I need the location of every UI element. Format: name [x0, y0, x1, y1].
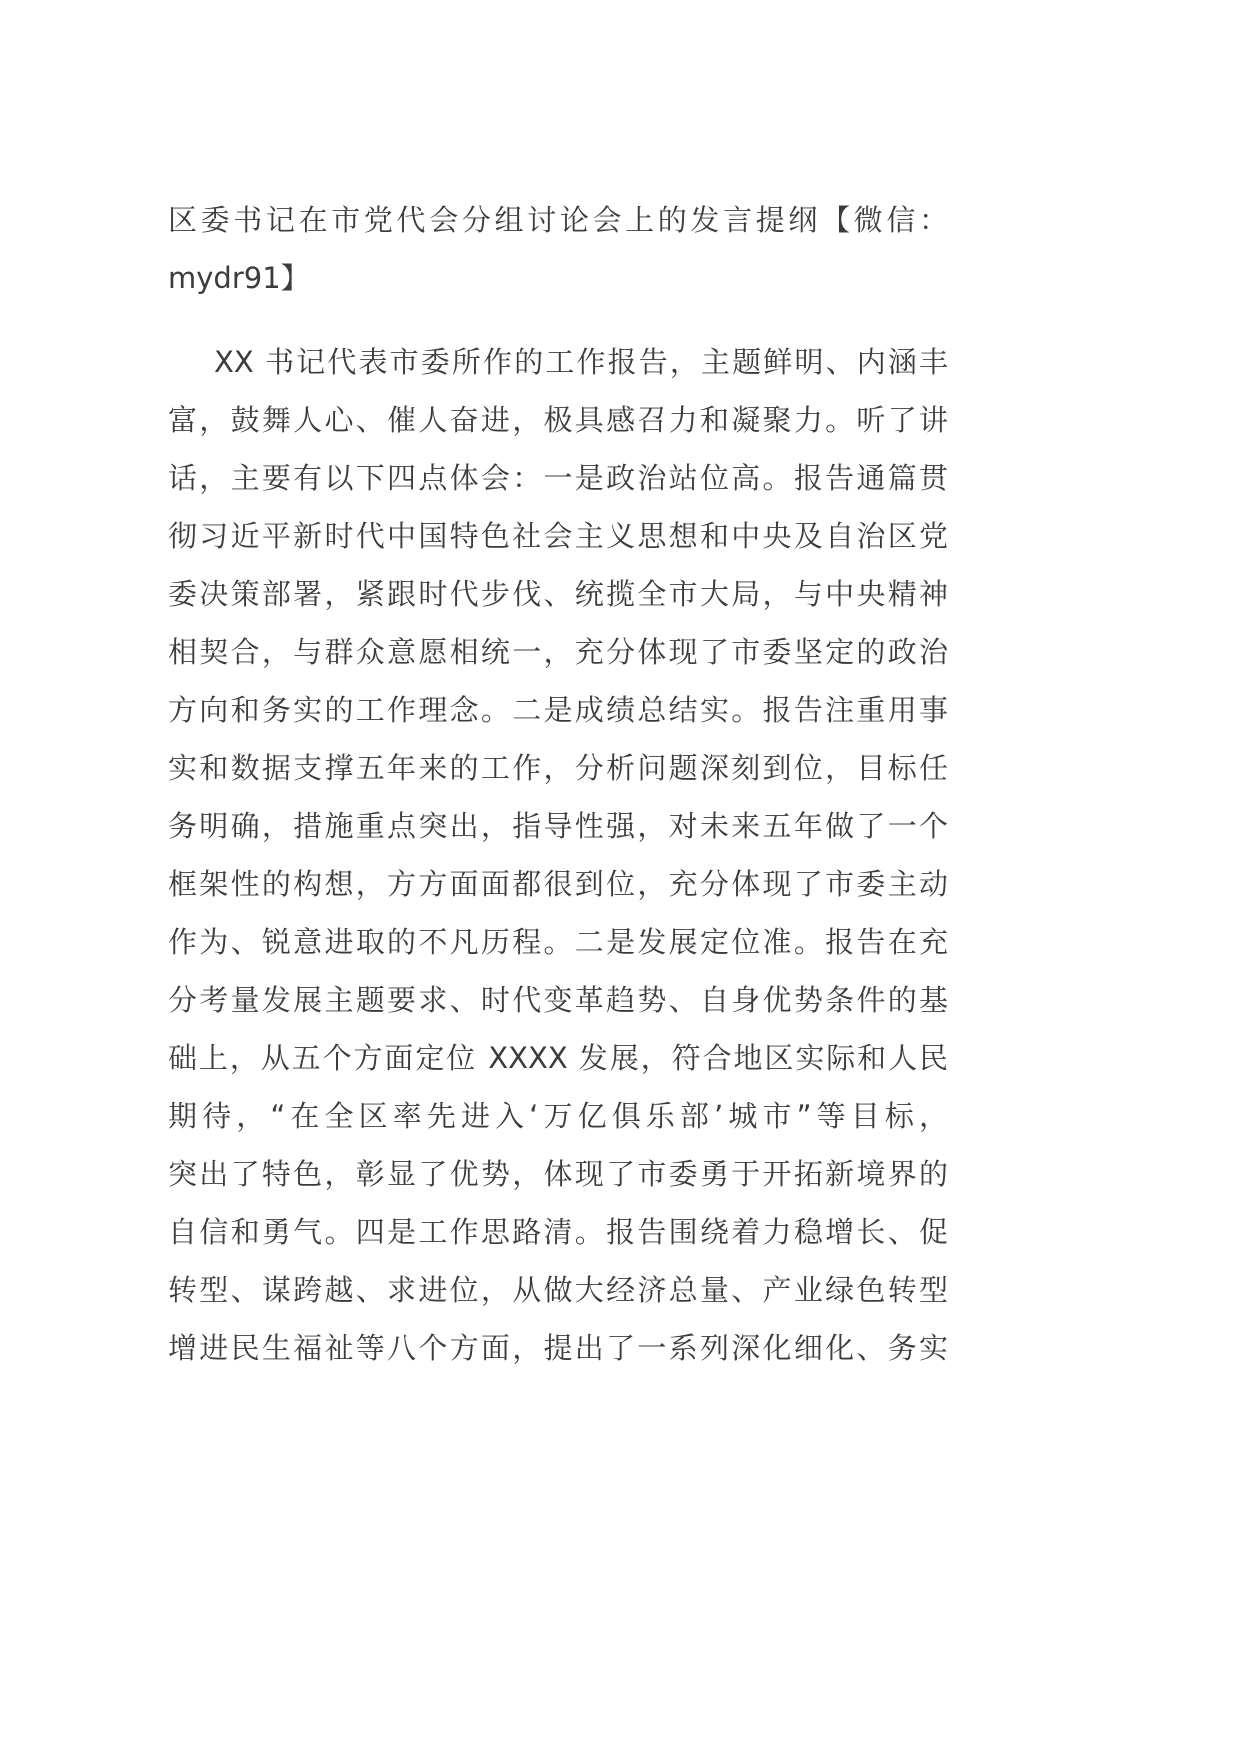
- body-line-8: 实和数据支撑五年来的工作，分析问题深刻到位，目标任: [168, 751, 948, 785]
- body-line-15: 突出了特色，彰显了优势，体现了市委勇于开拓新境界的: [168, 1157, 948, 1191]
- title-line-1: 区委书记在市党代会分组讨论会上的发言提纲【微信：: [168, 203, 948, 237]
- body-line-13: 础上，从五个方面定位 XXXX 发展，符合地区实际和人民: [168, 1041, 948, 1075]
- body-line-9: 务明确，措施重点突出，指导性强，对未来五年做了一个: [168, 809, 948, 843]
- body-line-2: 富，鼓舞人心、催人奋进，极具感召力和凝聚力。听了讲: [168, 403, 948, 437]
- body-line-5: 委决策部署，紧跟时代步伐、统揽全市大局，与中央精神: [168, 577, 948, 611]
- body-line-11: 作为、锐意进取的不凡历程。二是发展定位准。报告在充: [168, 925, 948, 959]
- body-line-3: 话，主要有以下四点体会：一是政治站位高。报告通篇贯: [168, 461, 948, 495]
- body-line-7: 方向和务实的工作理念。二是成绩总结实。报告注重用事: [168, 693, 948, 727]
- body-line-17: 转型、谋跨越、求进位，从做大经济总量、产业绿色转型: [168, 1273, 948, 1307]
- body-line-12: 分考量发展主题要求、时代变革趋势、自身优势条件的基: [168, 983, 948, 1017]
- title-line-2: mydr91】: [168, 261, 310, 295]
- body-line-4: 彻习近平新时代中国特色社会主义思想和中央及自治区党: [168, 519, 948, 553]
- body-line-16: 自信和勇气。四是工作思路清。报告围绕着力稳增长、促: [168, 1215, 948, 1249]
- body-line-14: 期待，“在全区率先进入‘万亿俱乐部’城市”等目标，: [168, 1099, 948, 1133]
- body-line-1: XX 书记代表市委所作的工作报告，主题鲜明、内涵丰: [214, 345, 948, 379]
- body-line-10: 框架性的构想，方方面面都很到位，充分体现了市委主动: [168, 867, 948, 901]
- body-line-18: 增进民生福祉等八个方面，提出了一系列深化细化、务实: [168, 1331, 948, 1365]
- body-line-6: 相契合，与群众意愿相统一，充分体现了市委坚定的政治: [168, 635, 948, 669]
